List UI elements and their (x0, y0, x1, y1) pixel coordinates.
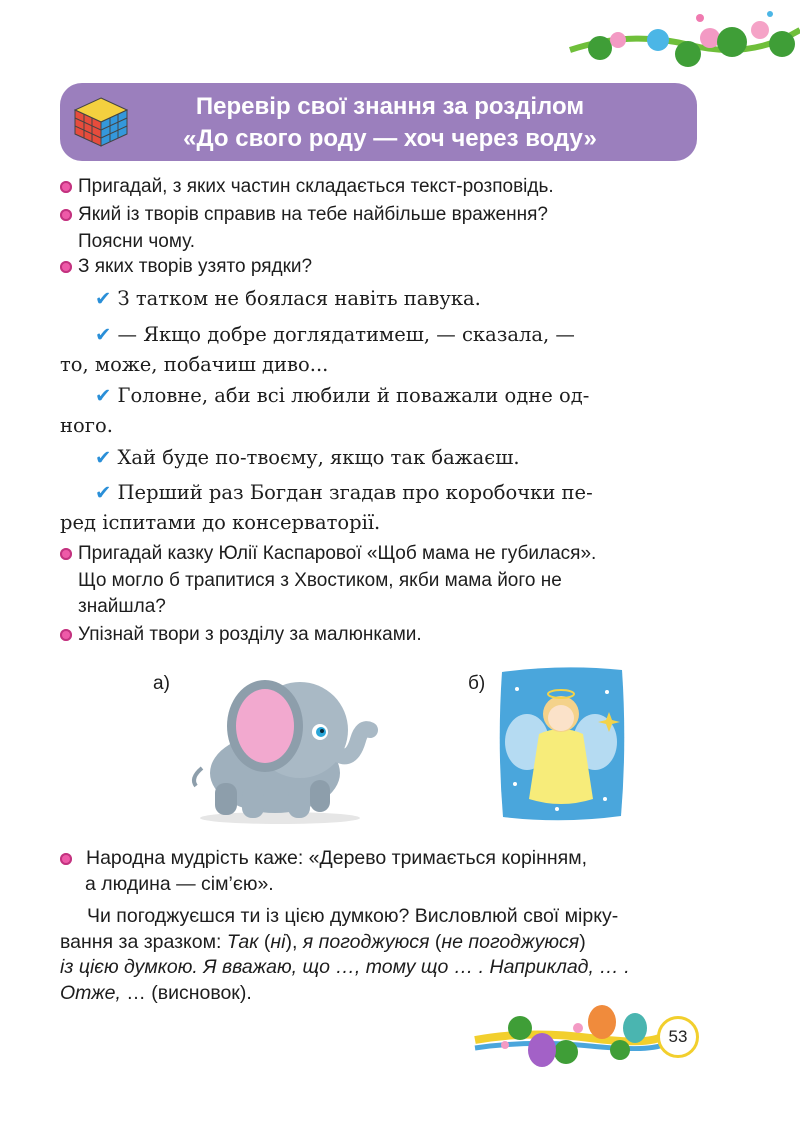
bullet-icon (60, 629, 72, 641)
check-icon: ✔ (95, 446, 112, 469)
elephant-icon (180, 668, 385, 826)
check-icon: ✔ (95, 384, 112, 407)
check-icon: ✔ (95, 287, 112, 310)
question-3: З яких творів узято рядки? (60, 254, 312, 279)
question-4-line2: Що могло б трапитися з Хвостиком, якби мама його не (78, 570, 562, 591)
bullet-icon (60, 548, 72, 560)
question-5: Упізнай твори з розділу за малюнками. (60, 622, 422, 647)
quote-1: ✔ З татком не боялася навіть павука. (95, 287, 481, 310)
bullet-icon (60, 853, 72, 865)
quote-5: ✔ Перший раз Богдан згадав про коробочки пе- ред іспитами до консерваторії. (60, 481, 593, 534)
question-6-line2: а людина — сім’єю». (85, 873, 274, 895)
quote-3: ✔ Головне, аби всі любили й поважали одне од- ного. (60, 384, 590, 437)
section-title-line2: «До свого роду — хоч через воду» (183, 125, 597, 152)
picture-b-label: б) (468, 673, 486, 694)
floral-garland-icon (560, 0, 800, 85)
angel-icon (497, 664, 627, 824)
bullet-icon (60, 181, 72, 193)
picture-a-label: а) (153, 673, 170, 694)
question-4-line3: знайшла? (78, 596, 166, 617)
question-6: Народна мудрість каже: «Дерево тримається корінням, (60, 846, 695, 872)
check-icon: ✔ (95, 323, 112, 346)
task-paragraph: Чи погоджуєшся ти із цією думкою? Висловлюй свої мірку- вання за зразком: Так (ні), я погоджуюся (не погоджуюся) із цією думкою. Я вважаю, що …, тому що … . Наприклад, … . Отже, … (висновок). (60, 905, 630, 1004)
question-2-continuation: Поясни чому. (78, 231, 196, 252)
question-1: Пригадай, з яких частин складається текст-розповідь. (60, 174, 554, 199)
easter-eggs-decoration-icon (470, 1000, 670, 1075)
question-4: Пригадай казку Юлії Каспарової «Щоб мама не губилася». (60, 541, 596, 566)
section-title-line1: Перевір свої знання за розділом (195, 93, 585, 120)
quote-2: ✔ — Якщо добре доглядатимеш, — сказала, — то, може, побачиш диво... (60, 323, 575, 376)
bullet-icon (60, 261, 72, 273)
bullet-icon (60, 209, 72, 221)
quote-4: ✔ Хай буде по-твоєму, якщо так бажаєш. (95, 446, 520, 469)
check-icon: ✔ (95, 481, 112, 504)
section-title (110, 91, 670, 155)
page-number: 53 (657, 1016, 699, 1058)
question-2: Який із творів справив на тебе найбільше враження? (60, 202, 548, 227)
